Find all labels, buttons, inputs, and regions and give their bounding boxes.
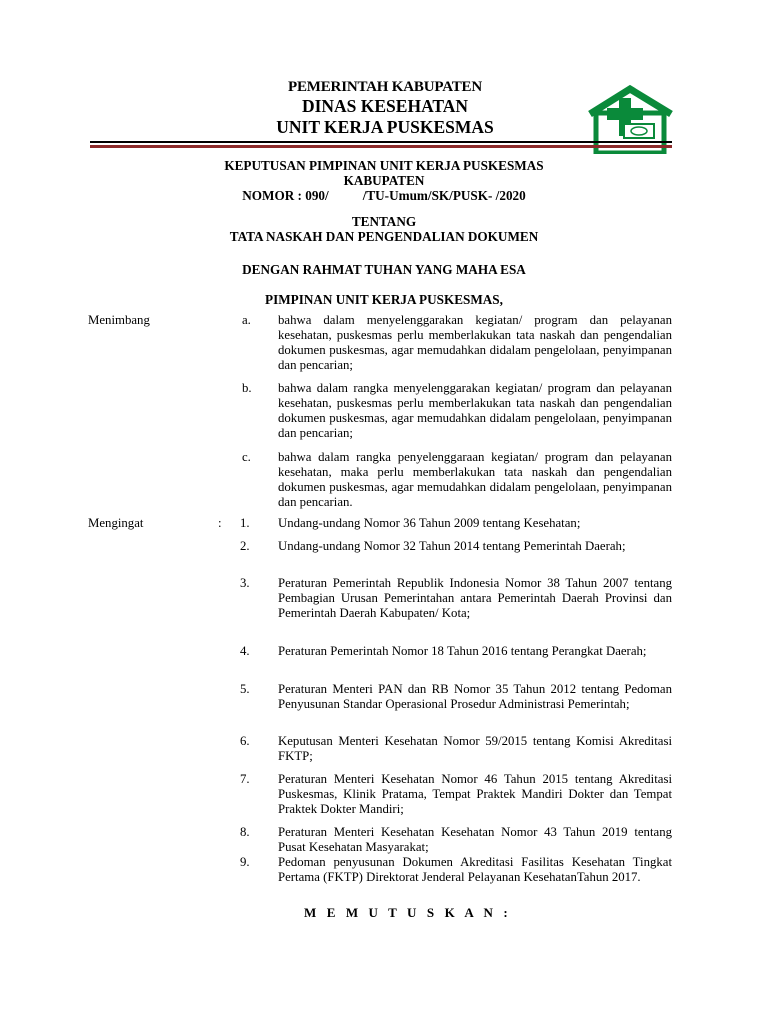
unit-name: UNIT KERJA PUSKESMAS bbox=[276, 117, 494, 137]
blessing-line: DENGAN RAHMAT TUHAN YANG MAHA ESA bbox=[242, 262, 526, 277]
item-text: Undang-undang Nomor 32 Tahun 2014 tentang Pemerintah Daerah; bbox=[278, 539, 626, 553]
item-text: bahwa dalam rangka menyelenggarakan kegiatan/ program dan pelayanan kesehatan, puskesmas perlu memberlakukan tata naskah dan pengendalian dokumen puskesmas, agar memudahkan didalam pengelolaan, penyimpanan dan pencarian; bbox=[278, 381, 672, 440]
item-text: Keputusan Menteri Kesehatan Nomor 59/2015 tentang Komisi Akreditasi FKTP; bbox=[278, 734, 672, 763]
item-text: Peraturan Menteri PAN dan RB Nomor 35 Tahun 2012 tentang Pedoman Penyusunan Standar Operasional Prosedur Administrasi Pemerintah; bbox=[278, 682, 672, 711]
item-number: 4. bbox=[240, 644, 250, 658]
item-number: 6. bbox=[240, 734, 250, 748]
item-number: 3. bbox=[240, 576, 250, 590]
government-name: PEMERINTAH KABUPATEN bbox=[288, 79, 482, 95]
item-number: 1. bbox=[240, 516, 250, 530]
item-text: Peraturan Pemerintah Nomor 18 Tahun 2016 tentang Perangkat Daerah; bbox=[278, 644, 647, 658]
item-number: 9. bbox=[240, 855, 250, 869]
decree-subject bbox=[90, 214, 678, 244]
item-number: 2. bbox=[240, 539, 250, 553]
item-text: bahwa dalam rangka penyelenggaraan kegiatan/ program dan pelayanan kesehatan, maka perlu memberlakukan tata naskah dan pengendalian dokumen puskesmas, agar memudahkan didalam pengelolaan, penyimpanan dan pencarian. bbox=[278, 450, 672, 509]
item-number: 8. bbox=[240, 825, 250, 839]
mengingat-item bbox=[240, 682, 672, 712]
letterhead bbox=[0, 78, 768, 148]
item-number: 7. bbox=[240, 772, 250, 786]
item-text: bahwa dalam menyelenggarakan kegiatan/ program dan pelayanan kesehatan, puskesmas perlu memberlakukan tata naskah dan pengendalian dokumen puskesmas, agar memudahkan didalam pengelolaan, penyimpanan dan pencarian; bbox=[278, 313, 672, 372]
mengingat-item bbox=[240, 576, 672, 621]
menimbang-item bbox=[240, 313, 672, 373]
item-number: a. bbox=[242, 313, 251, 327]
mengingat-item bbox=[240, 539, 672, 554]
mengingat-item bbox=[240, 825, 672, 855]
menimbang-item bbox=[240, 450, 672, 510]
item-number: b. bbox=[242, 381, 252, 395]
tentang-label: TENTANG bbox=[351, 214, 417, 229]
office-name: DINAS KESEHATAN bbox=[301, 96, 469, 116]
decree-number-prefix: NOMOR : 090/ bbox=[242, 188, 329, 203]
mengingat-item bbox=[240, 855, 672, 885]
mengingat-item bbox=[240, 516, 672, 531]
item-text: Undang-undang Nomor 36 Tahun 2009 tentang Kesehatan; bbox=[278, 516, 581, 530]
decree-title bbox=[90, 158, 678, 203]
mengingat-item bbox=[240, 734, 672, 764]
mengingat-item bbox=[240, 772, 672, 817]
decree-number bbox=[90, 188, 678, 203]
header-divider-black bbox=[90, 141, 672, 143]
agency-name bbox=[180, 78, 590, 138]
mengingat-item bbox=[240, 644, 672, 659]
subject-text: TATA NASKAH DAN PENGENDALIAN DOKUMEN bbox=[229, 229, 539, 244]
mengingat-label: Mengingat bbox=[88, 516, 144, 530]
item-text: Pedoman penyusunan Dokumen Akreditasi Fasilitas Kesehatan Tingkat Pertama (FKTP) Direktorat Jenderal Pelayanan KesehatanTahun 2017. bbox=[278, 855, 672, 884]
memutuskan-heading: M E M U T U S K A N : bbox=[304, 905, 512, 920]
item-text: Peraturan Pemerintah Republik Indonesia Nomor 38 Tahun 2007 tentang Pembagian Urusan Pemerintahan antara Pemerintah Daerah Provinsi dan Pemerintah Daerah Kabupaten/ Kota; bbox=[278, 576, 672, 620]
decree-number-suffix: /TU-Umum/SK/PUSK- /2020 bbox=[362, 188, 526, 203]
item-number: 5. bbox=[240, 682, 250, 696]
menimbang-label: Menimbang bbox=[88, 313, 150, 327]
decree-title-line1: KEPUTUSAN PIMPINAN UNIT KERJA PUSKESMAS bbox=[224, 158, 544, 173]
item-text: Peraturan Menteri Kesehatan Kesehatan Nomor 43 Tahun 2019 tentang Pusat Kesehatan Masyarakat; bbox=[278, 825, 672, 854]
item-number: c. bbox=[242, 450, 251, 464]
mengingat-colon: : bbox=[218, 516, 222, 530]
item-text: Peraturan Menteri Kesehatan Nomor 46 Tahun 2015 tentang Akreditasi Puskesmas, Klinik Pratama, Tempat Praktek Mandiri Dokter dan Tempat Praktek Dokter Mandiri; bbox=[278, 772, 672, 816]
menimbang-item bbox=[240, 381, 672, 441]
header-divider-maroon bbox=[90, 145, 672, 148]
decree-title-line2: KABUPATEN bbox=[343, 173, 425, 188]
health-cross-house-logo bbox=[585, 84, 675, 154]
authority-line: PIMPINAN UNIT KERJA PUSKESMAS, bbox=[265, 292, 503, 307]
